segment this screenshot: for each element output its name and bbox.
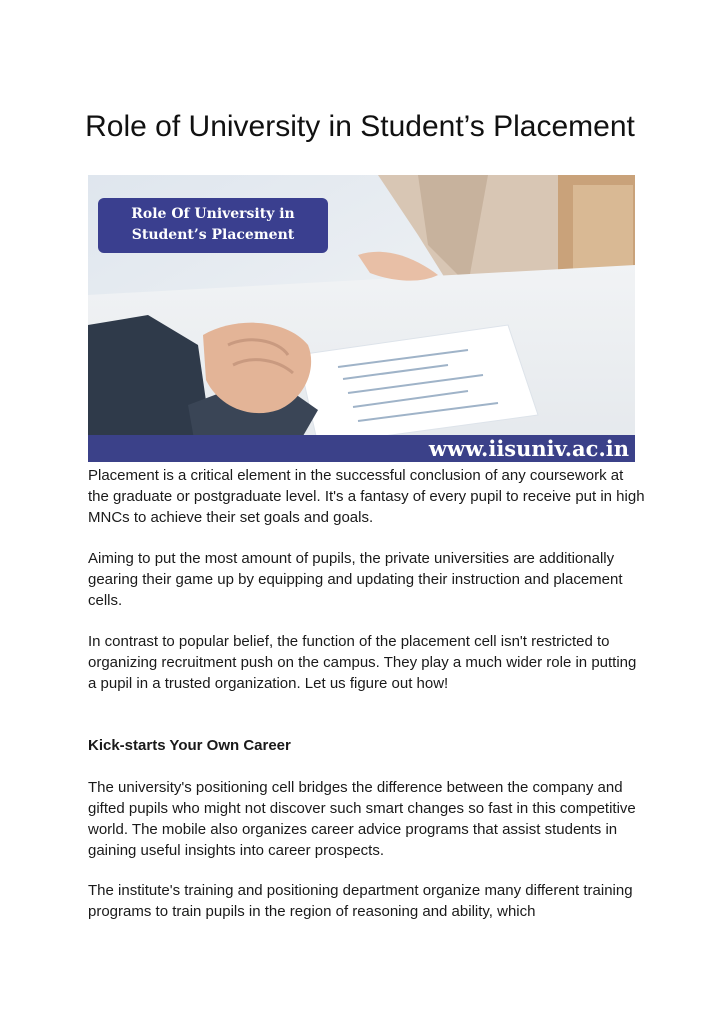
- page-title: Role of University in Student’s Placement: [85, 110, 635, 144]
- paragraph-placement-cell: In contrast to popular belief, the function of the placement cell isn't restricted to organizing recruitment push on the campus. They play a much wider role in putting a pupil in a trusted organization. Let us figure out how!: [88, 633, 637, 692]
- paragraph-positioning-cell: The university's positioning cell bridges the difference between the company and gifted pupils who might not discover such smart changes so fast in this competitive world. The mobile also organizes career advice programs that assist students in gaining useful insights into career prospects.: [88, 779, 636, 859]
- paragraph-universities: Aiming to put the most amount of pupils, the private universities are additionally gearing their game up by equipping and updating their instruction and placement cells.: [88, 550, 623, 609]
- hero-banner: [98, 198, 328, 253]
- section-heading: Kick-starts Your Own Career: [88, 737, 291, 754]
- paragraph-intro: Placement is a critical element in the successful conclusion of any coursework at the graduate or postgraduate level. It's a fantasy of every pupil to receive put in high MNCs to achieve their set goals and goals.: [88, 467, 645, 526]
- hero-banner-line1: Role Of University in: [131, 206, 295, 222]
- hero-banner-line2: Student’s Placement: [131, 227, 295, 243]
- hero-image: [88, 175, 635, 462]
- website-url: www.iisuniv.ac.in: [428, 436, 629, 461]
- paragraph-training: The institute's training and positioning department organize many different training programs to train pupils in the region of reasoning and ability, which: [88, 882, 633, 920]
